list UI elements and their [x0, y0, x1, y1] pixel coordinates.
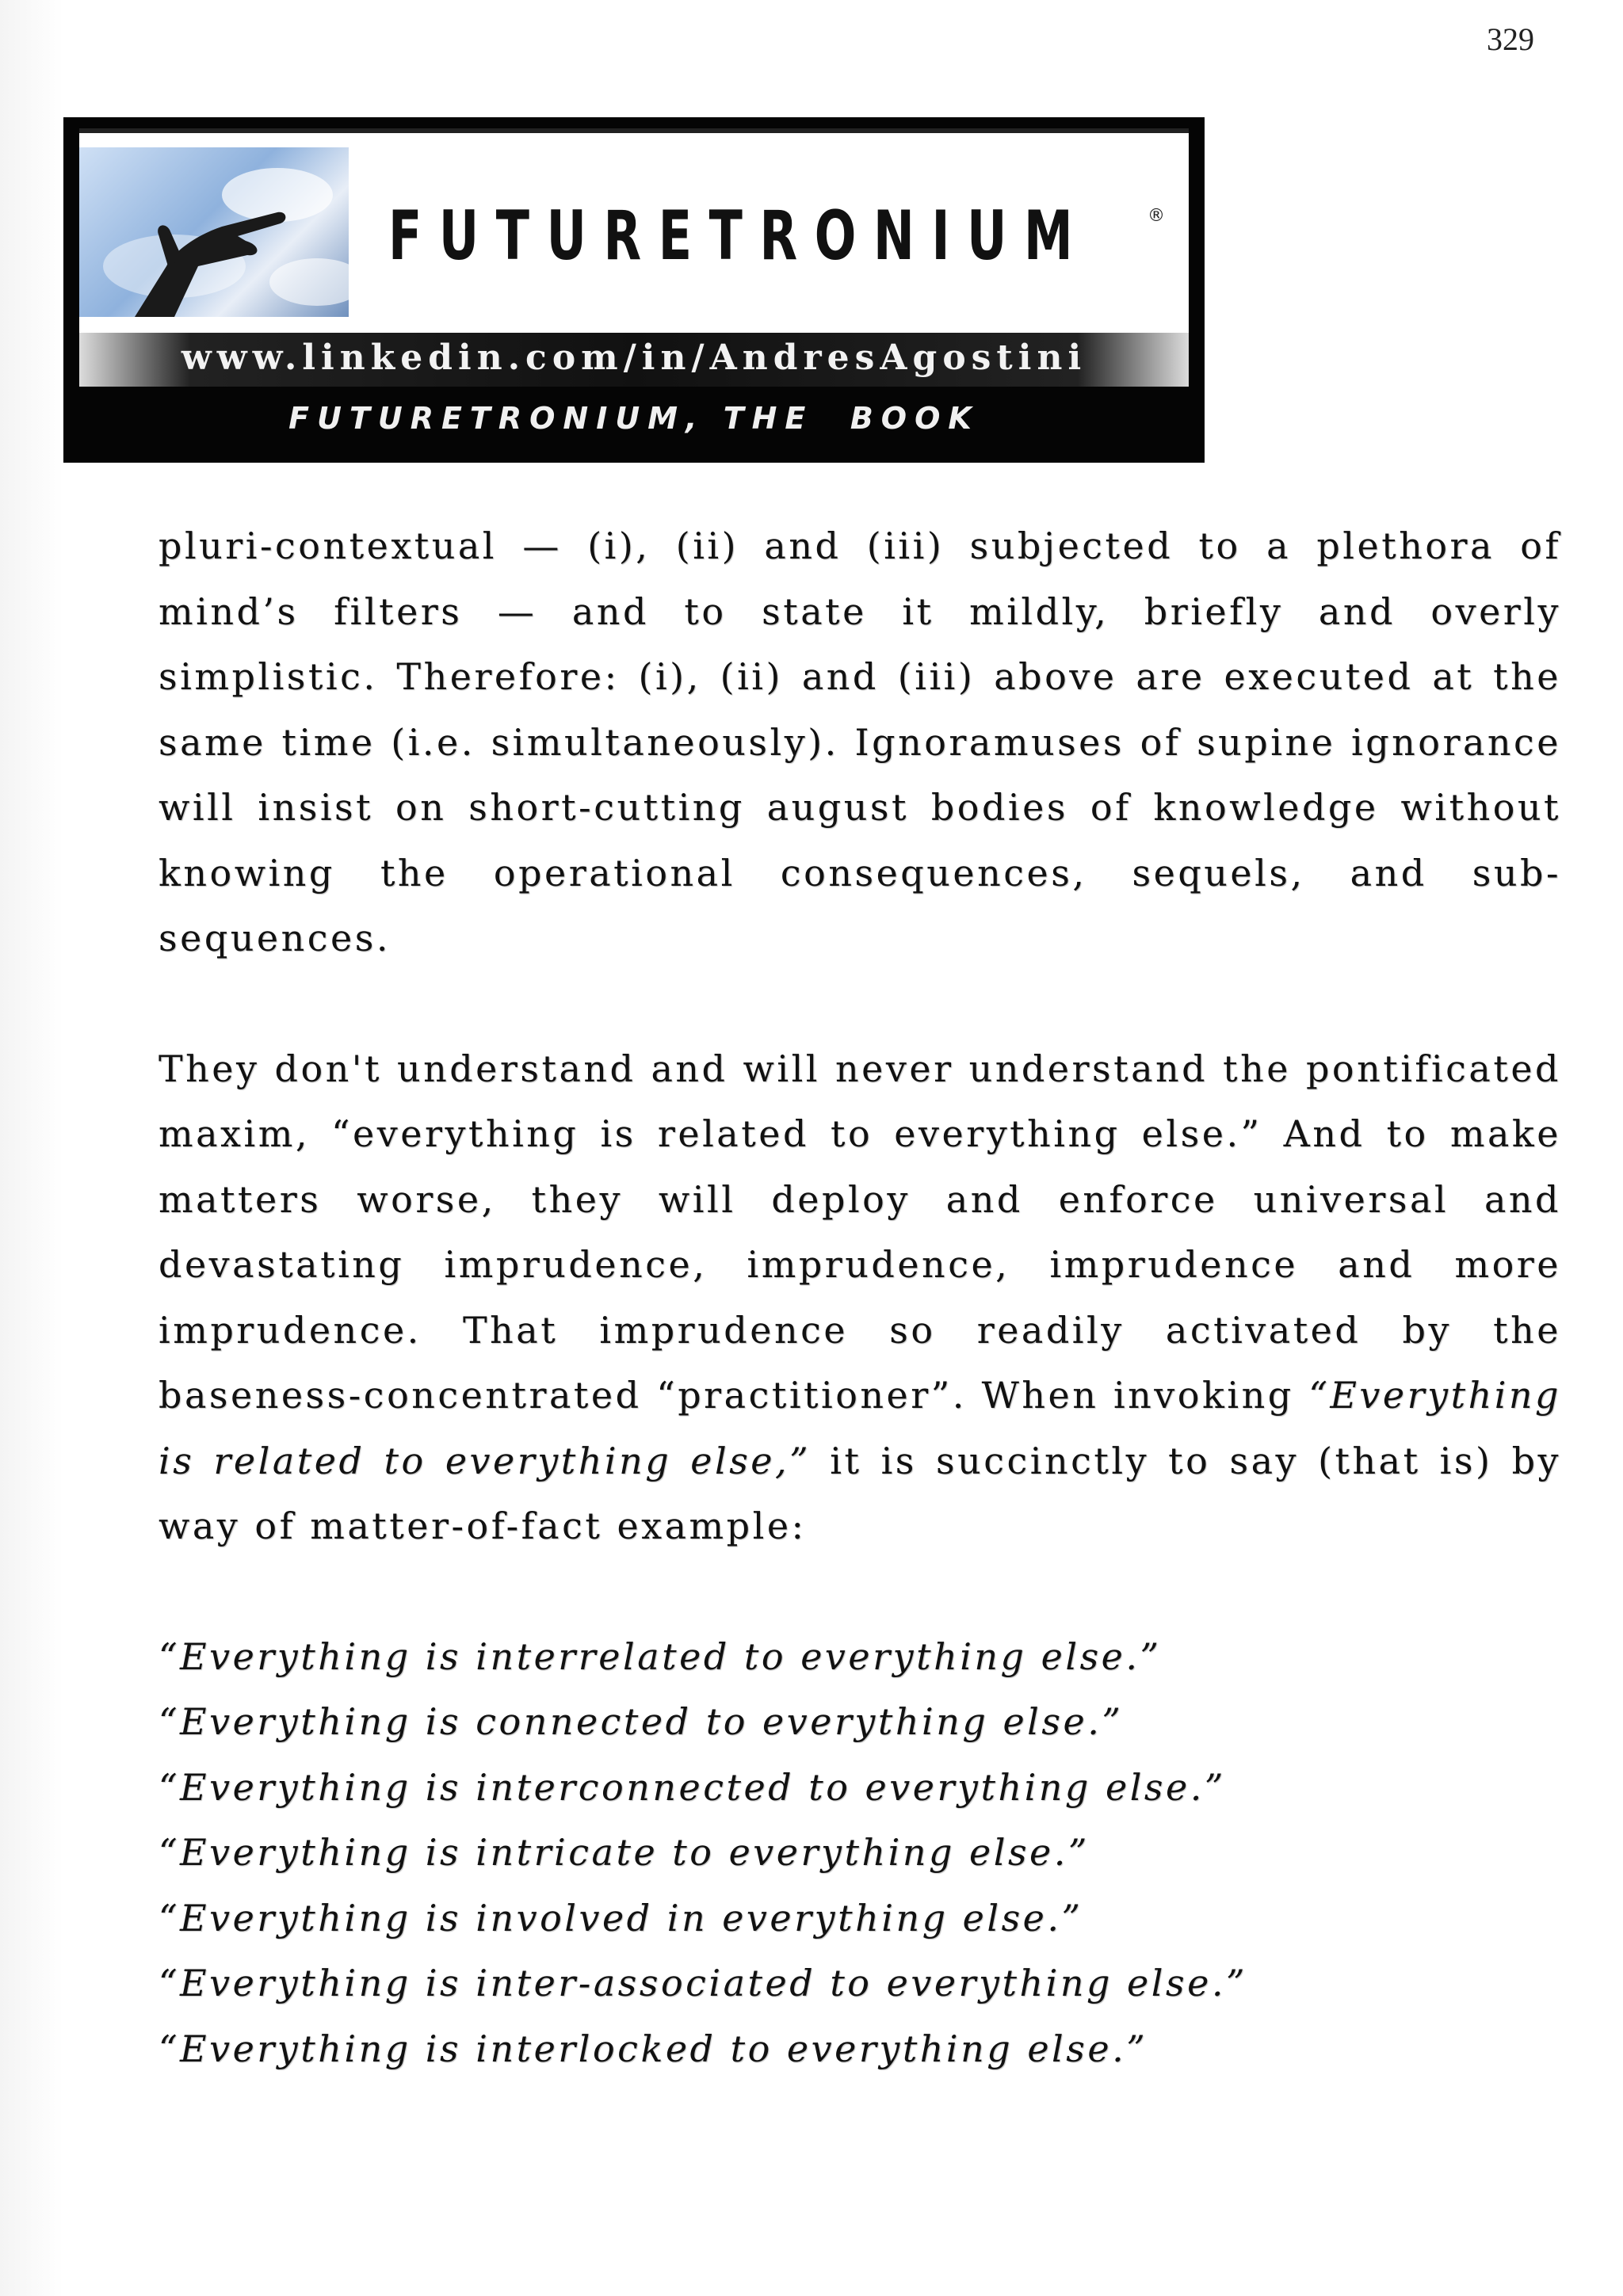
banner-url: www.linkedin.com/in/AndresAgostini: [181, 338, 1087, 378]
quote-list: [158, 1624, 1561, 2082]
reaching-hand-icon: [79, 147, 349, 317]
page-edge-shade: [0, 0, 63, 2296]
quote-line: “Everything is interconnected to everything else.”: [158, 1765, 1226, 1809]
quote-line: “Everything is interrelated to everything else.”: [158, 1634, 1162, 1678]
page-body: [158, 513, 1561, 2081]
paragraph-2-text-a: They don't understand and will never understand the pontificated maxim, “everything is related to everything else.” And to make matters worse, they will deploy and enforce universal and devastating imprudence, imprudence, imprudence and more imprudence. That imprudence so readily activated by the baseness-concentrated “practitioner”. When invoking: [158, 1047, 1561, 1417]
page-number: 329: [1487, 21, 1534, 57]
paragraph-2-italic-quote: “Everything is related to everything else,”: [158, 1374, 1561, 1482]
banner-subtitle: FUTURETRONIUM, THE BOOK: [288, 401, 980, 436]
paragraph-2-text-b: it is succinctly to say (that is) by way of matter-of-fact example:: [158, 1439, 1561, 1547]
paragraph-2: [158, 1036, 1561, 1559]
quote-line: “Everything is involved in everything else.”: [158, 1896, 1083, 1939]
quote-line: “Everything is intricate to everything else.”: [158, 1831, 1090, 1874]
quote-line: “Everything is inter-associated to everything else.”: [158, 1962, 1247, 2004]
paragraph-1: pluri-contextual — (i), (ii) and (iii) subjected to a plethora of mind’s filters — and to state it mildly, briefly and overly simplistic. Therefore: (i), (ii) and (iii) above are executed at the same time (i.e. simultaneously). Ignoramuses of supine ignorance will insist on short-cutting august bodies of knowledge without knowing the operational consequences, sequels, and sub-sequences.: [158, 524, 1561, 959]
registered-mark: ®: [1148, 206, 1165, 226]
banner-brand-title: FUTURETRONIUM: [388, 196, 1090, 276]
quote-line: “Everything is interlocked to everything else.”: [158, 2027, 1148, 2070]
quote-line: “Everything is connected to everything else.”: [158, 1700, 1124, 1743]
futuretronium-banner: [63, 117, 1205, 463]
banner-sky-hand-image: [79, 147, 349, 317]
banner-frame: [79, 128, 1189, 387]
